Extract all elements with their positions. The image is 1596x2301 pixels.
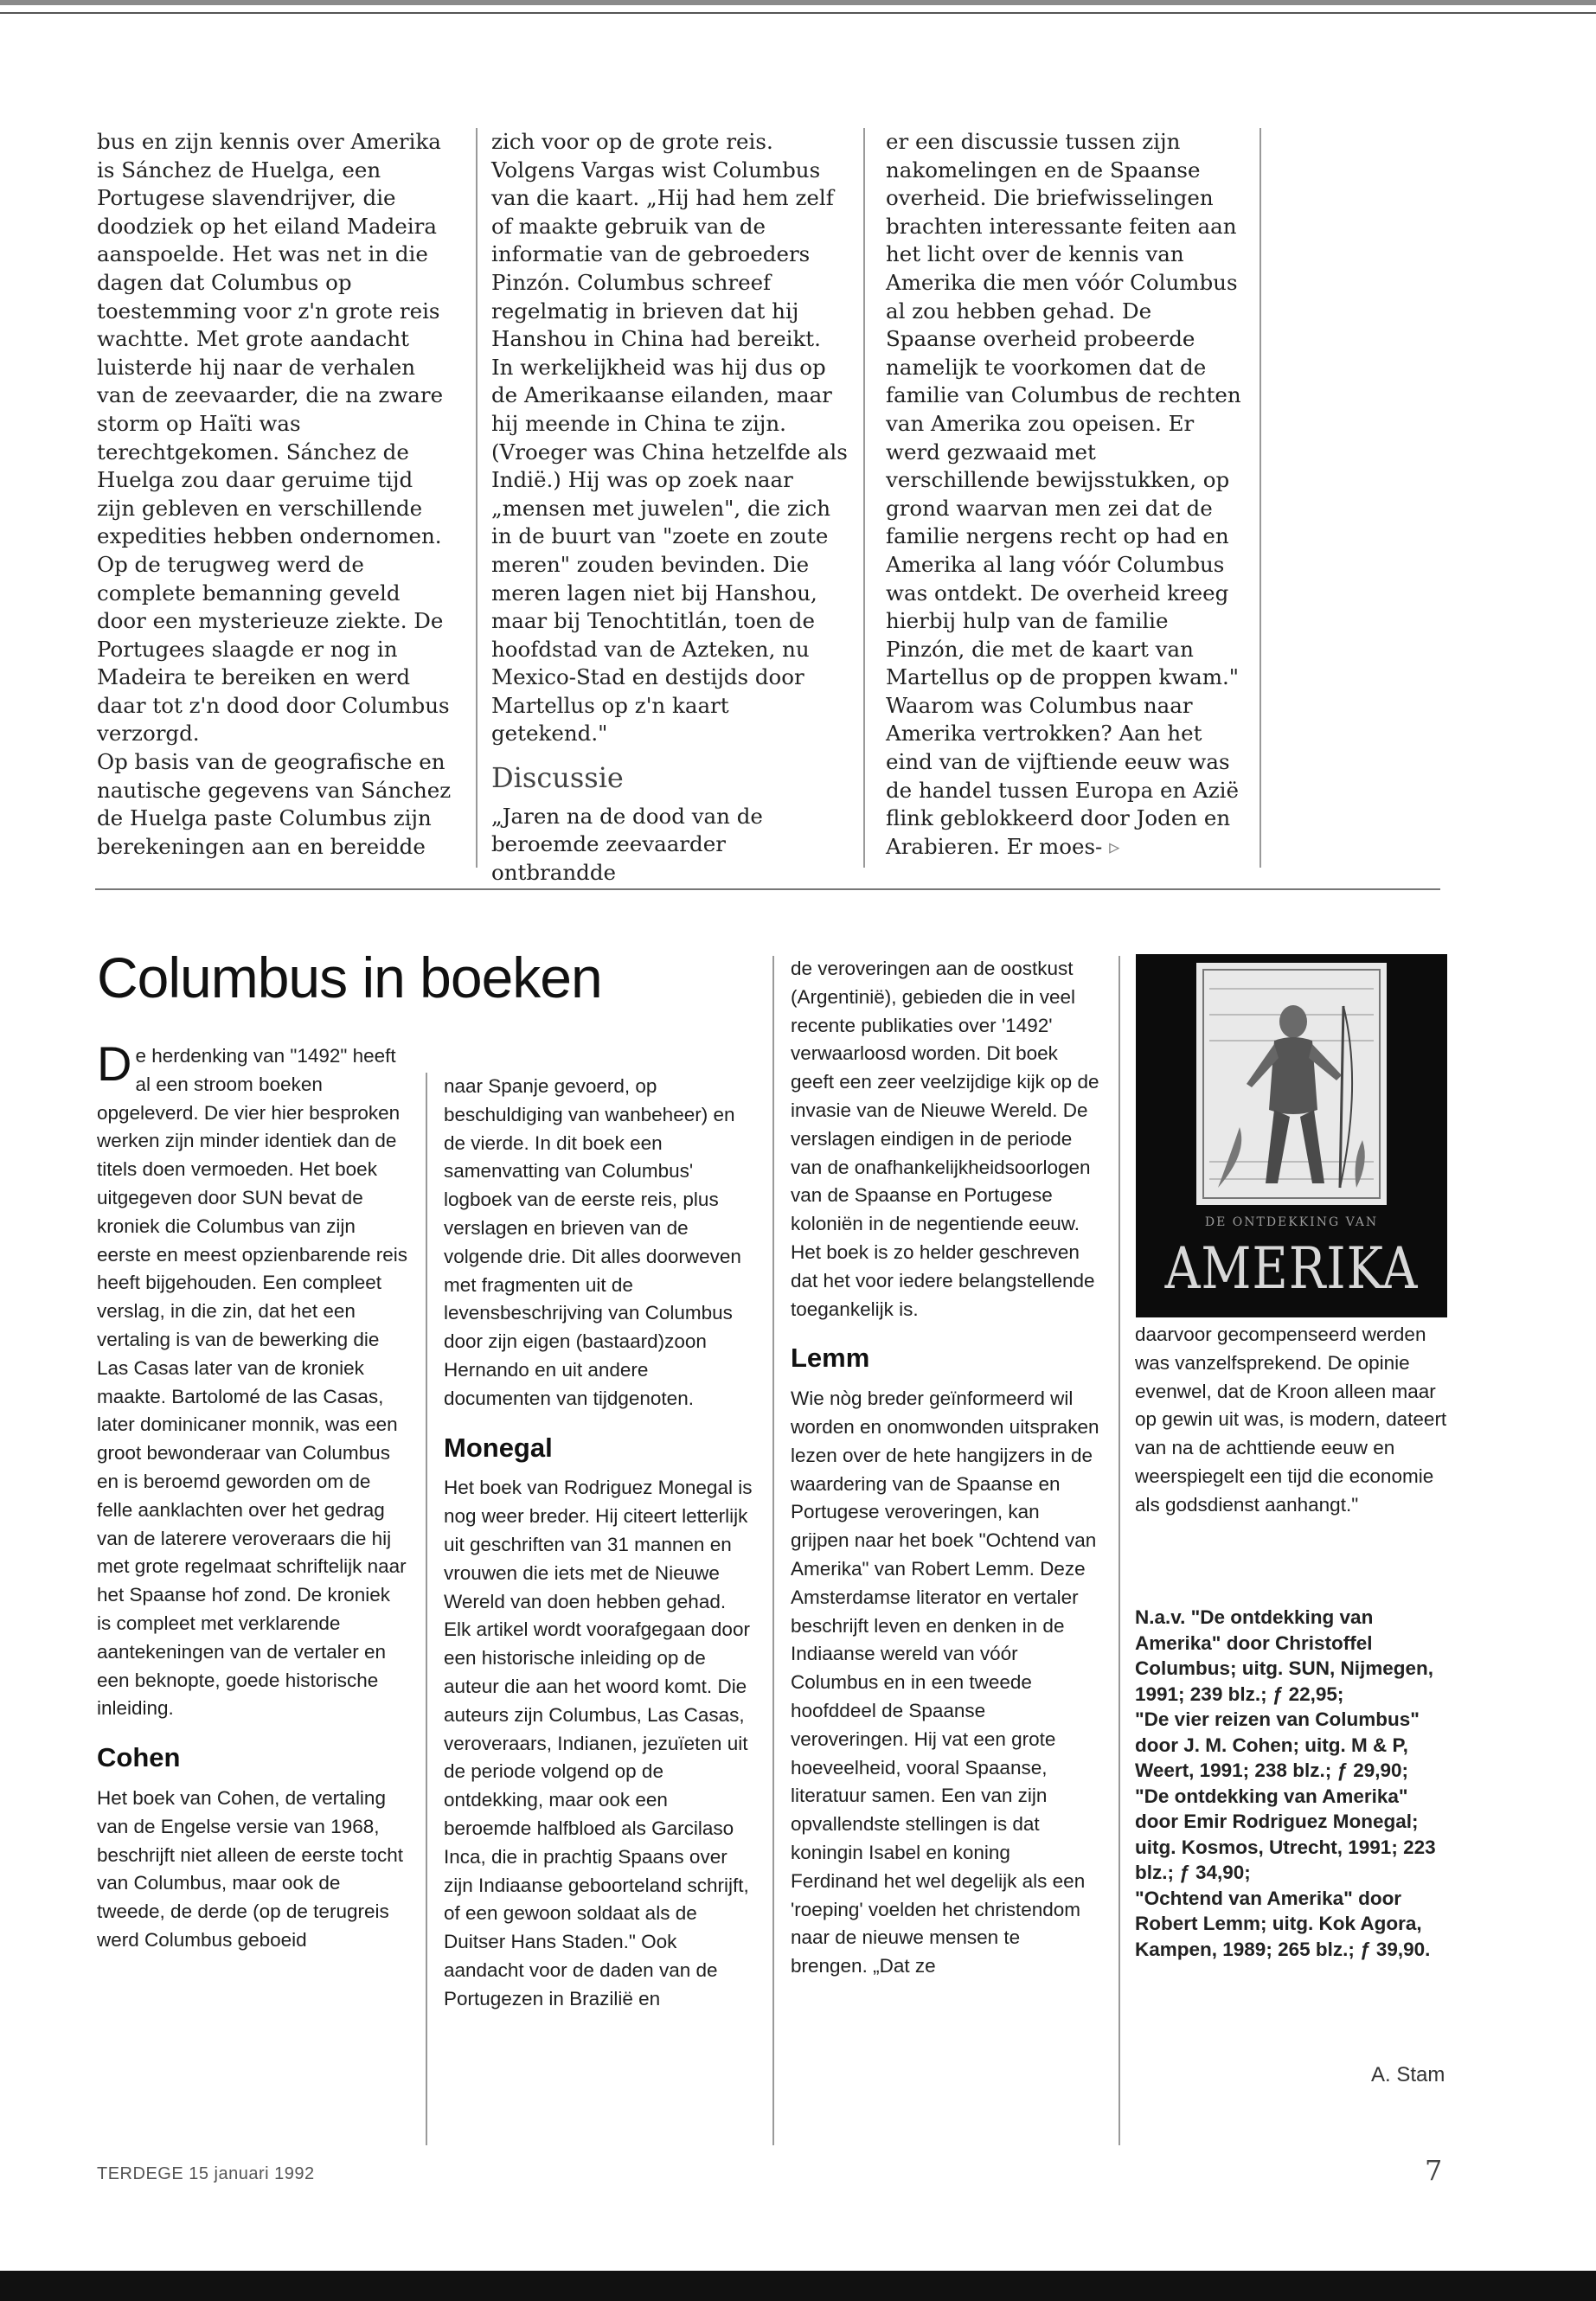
cover-title: AMERIKA (1164, 1235, 1419, 1302)
drop-cap: D (97, 1036, 132, 1091)
column-divider (863, 128, 865, 868)
top-border (0, 0, 1596, 5)
continuation-paragraph: bus en zijn kennis over Amerika is Sánchez de Huelga, een Portugese slavendrijver, die doodziek op het eiland Madeira aanspoelde. Het was net in die dagen dat Columbus op toestemming voor z'n grote reis wachtte. Met grote aandacht luisterde hij naar de verhalen van de zeevaarder, die na zware storm op Haïti was terechtgekomen. Sánchez de Huelga zou daar geruime tijd zijn gebleven en verschillende expedities hebben ondernomen. Op de terugweg werd de complete bemanning geveld door een mysterieuze ziekte. De Portugees slaagde er nog in Madeira te bereiken en werd daar tot z'n dood door Columbus verzorgd. (97, 129, 450, 747)
book-references (1135, 1605, 1455, 1962)
cover-engraving-illustration (1136, 954, 1447, 1214)
article-paragraph: Het boek van Rodriguez Monegal is nog weer breder. Hij citeert letterlijk uit geschriften van 31 mannen en vrouwen die iets met de Nieuwe Wereld van doen hebben gehad. Elk artikel wordt voorafgegaan door een historische inleiding op de auteur die aan het woord komt. Die auteurs zijn Columbus, Las Casas, veroveraars, Indianen, jezuïeten uit de periode volgend op de ontdekking, maar ook een beroemde halfbloed als Garcilaso Inca, die in prachtig Spaans over zijn Indiaanse geboorteland schrijft, of een gewoon soldaat als de Duitser Hans Staden." Ook aandacht voor de daden van de Portugezen in Brazilië en (444, 1477, 753, 2009)
reference-item: "Ochtend van Amerika" door Robert Lemm; uitg. Kok Agora, Kampen, 1989; 265 blz.; ƒ 39,90. (1135, 1887, 1431, 1960)
author-byline: A. Stam (1371, 2063, 1445, 2086)
subheading-discussie: Discussie (491, 761, 624, 795)
reference-item: "De ontdekking van Amerika" door Emir Rodriguez Monegal; uitg. Kosmos, Utrecht, 1991; 223 blz.; ƒ 34,90; (1135, 1785, 1436, 1883)
article-paragraph (97, 1036, 408, 1723)
footer-publication: TERDEGE 15 januari 1992 (97, 2164, 315, 2183)
article-column-4 (1135, 1321, 1451, 1520)
subheading-monegal: Monegal (444, 1432, 553, 1463)
subheading-cohen: Cohen (97, 1742, 181, 1773)
article-column-3 (791, 955, 1102, 1981)
page-number: 7 (1425, 2154, 1443, 2187)
column-divider (1259, 128, 1261, 868)
reference-item: N.a.v. "De ontdekking van Amerika" door Christoffel Columbus; uitg. SUN, Nijmegen, 1991; 239 blz.; ƒ 22,95; (1135, 1606, 1434, 1705)
continue-arrow-icon: ▹ (1109, 833, 1120, 859)
article-paragraph: daarvoor gecompenseerd werden was vanzelfsprekend. De opinie evenwel, dat de Kroon alleen maar op gewin uit was, is modern, dateert van na de achttiende eeuw en weerspiegelt een tijd die economie als godsdienst aanhangt." (1135, 1324, 1447, 1516)
column-divider (476, 128, 478, 868)
continuation-paragraph: zich voor op de grote reis. Volgens Vargas wist Columbus van die kaart. „Hij had hem zelf of maakte gebruik van de informatie van de gebroeders Pinzón. Columbus schreef regelmatig in brieven dat hij Hanshou in China had bereikt. In werkelijkheid was hij dus op de Amerikaanse eilanden, maar hij meende in China te zijn. (Vroeger was China hetzelfde als Indië.) Hij was op zoek naar „mensen met juwelen", die zich in de buurt van "zoete en zoute meren" zouden bevinden. Die meren lagen niet bij Hanshou, maar bij Tenochtitlán, toen de hoofdstad van de Azteken, nu Mexico-Stad en destijds door Martellus op z'n kaart getekend." (491, 129, 848, 747)
article-column-2 (444, 1073, 755, 2014)
continuation-column-1 (97, 128, 453, 861)
continuation-text: Waarom was Columbus naar Amerika vertrokken? Aan het eind van de vijftiende eeuw was de handel tussen Europa en Azië flink geblokkeerd door Joden en Arabieren. Er moes- (886, 692, 1239, 859)
reference-item: "De vier reizen van Columbus" door J. M. Cohen; uitg. M & P, Weert, 1991; 238 blz.; ƒ 29,90; (1135, 1708, 1420, 1781)
continuation-paragraph (886, 692, 1242, 862)
top-border-line (0, 12, 1596, 14)
article-paragraph: Het boek van Cohen, de vertaling van de Engelse versie van 1968, beschrijft niet alleen de eerste tocht van Columbus, maar ook de tweede, de derde (op de terugreis werd Columbus geboeid (97, 1786, 403, 1951)
cover-subtitle: DE ONTDEKKING VAN (1204, 1215, 1379, 1229)
article-column-1 (97, 1036, 408, 1955)
section-divider (95, 888, 1440, 890)
continuation-paragraph: „Jaren na de dood van de beroemde zeevaarder ontbrandde (491, 803, 763, 885)
article-paragraph: naar Spanje gevoerd, op beschuldiging van wanbeheer) en de vierde. In dit boek een samenvatting van Columbus' logboek van de eerste reis, plus verslagen en brieven van de volgende drie. Dit alles doorweven met fragmenten uit de levensbeschrijving van Columbus door zijn eigen (bastaard)zoon Hernando en uit andere documenten van tijdgenoten. (444, 1075, 741, 1409)
continuation-paragraph: Op basis van de geografische en nautische gegevens van Sánchez de Huelga paste Columbus zijn berekeningen aan en bereidde (97, 749, 452, 859)
column-divider (1118, 956, 1120, 2145)
article-paragraph: Wie nòg breder geïnformeerd wil worden en onomwonden uitspraken lezen over de hete hangijzers in de waardering van de Spaanse en Portugese veroveringen, kan grijpen naar het boek "Ochtend van Amerika" van Robert Lemm. Deze Amsterdamse literator en vertaler beschrijft leven en denken in de Indiaanse wereld van vóór Columbus en in een tweede hoofddeel de Spaanse veroveringen. Hij vat een grote hoeveelheid, vooral Spaanse, literatuur samen. Een van zijn opvallendste stellingen is dat koningin Isabel en koning Ferdinand het wel degelijk als een 'roeping' voelden het christendom naar de nieuwe mensen te brengen. „Dat ze (791, 1388, 1099, 1977)
article-intro-text: e herdenking van "1492" heeft al een stroom boeken opgeleverd. De vier hier besproken werken zijn minder identiek dan de titels doen vermoeden. Het boek uitgegeven door SUN bevat de kroniek die Columbus van zijn eerste en meest opzienbarende reis heeft bijgehouden. Een compleet verslag, in die zin, dat het een vertaling is van de bewerking die Las Casas later van de kroniek maakte. Bartolomé de las Casas, later dominicaner monnik, was een groot bewonderaar van Columbus en is beroemd geworden om de felle aanklachten over het gedrag van de laterere veroveraars die hij met grote regelmaat schriftelijk naar het Spaanse hof zond. De kroniek is compleet met verklarende aantekeningen van de vertaler en een beknopte, goede historische inleiding. (97, 1045, 407, 1720)
continuation-column-2 (491, 128, 848, 887)
article-paragraph: de veroveringen aan de oostkust (Argentinië), gebieden die in veel recente publikaties over '1492' verwaarloosd worden. Dit boek geeft een zeer veelzijdige kijk op de invasie van de Nieuwe Wereld. De verslagen eindigen in de periode van de onafhankelijkheidsoorlogen van de Spaanse en Portugese koloniën in de negentiende eeuw. Het boek is zo helder geschreven dat het voor iedere belangstellende toegankelijk is. (791, 958, 1099, 1320)
article-title: Columbus in boeken (97, 945, 602, 1009)
column-divider (426, 1073, 427, 2145)
book-cover-image (1136, 954, 1447, 1317)
column-divider (772, 956, 774, 2145)
continuation-paragraph: er een discussie tussen zijn nakomelingen en de Spaanse overheid. Die briefwisselingen brachten interessante feiten aan het licht over de kennis van Amerika die men vóór Columbus al zou hebben gehad. De Spaanse overheid probeerde namelijk te voorkomen dat de familie van Columbus de rechten van Amerika zou opeisen. Er werd gezwaaid met verschillende bewijsstukken, op grond waarvan men zei dat de familie nergens recht op had en Amerika al lang vóór Columbus was ontdekt. De overheid kreeg hierbij hulp van de familie Pinzón, die met de kaart van Martellus op de proppen kwam." (886, 129, 1241, 690)
continuation-column-3 (886, 128, 1242, 861)
bottom-border (0, 2271, 1596, 2301)
subheading-lemm: Lemm (791, 1343, 870, 1374)
